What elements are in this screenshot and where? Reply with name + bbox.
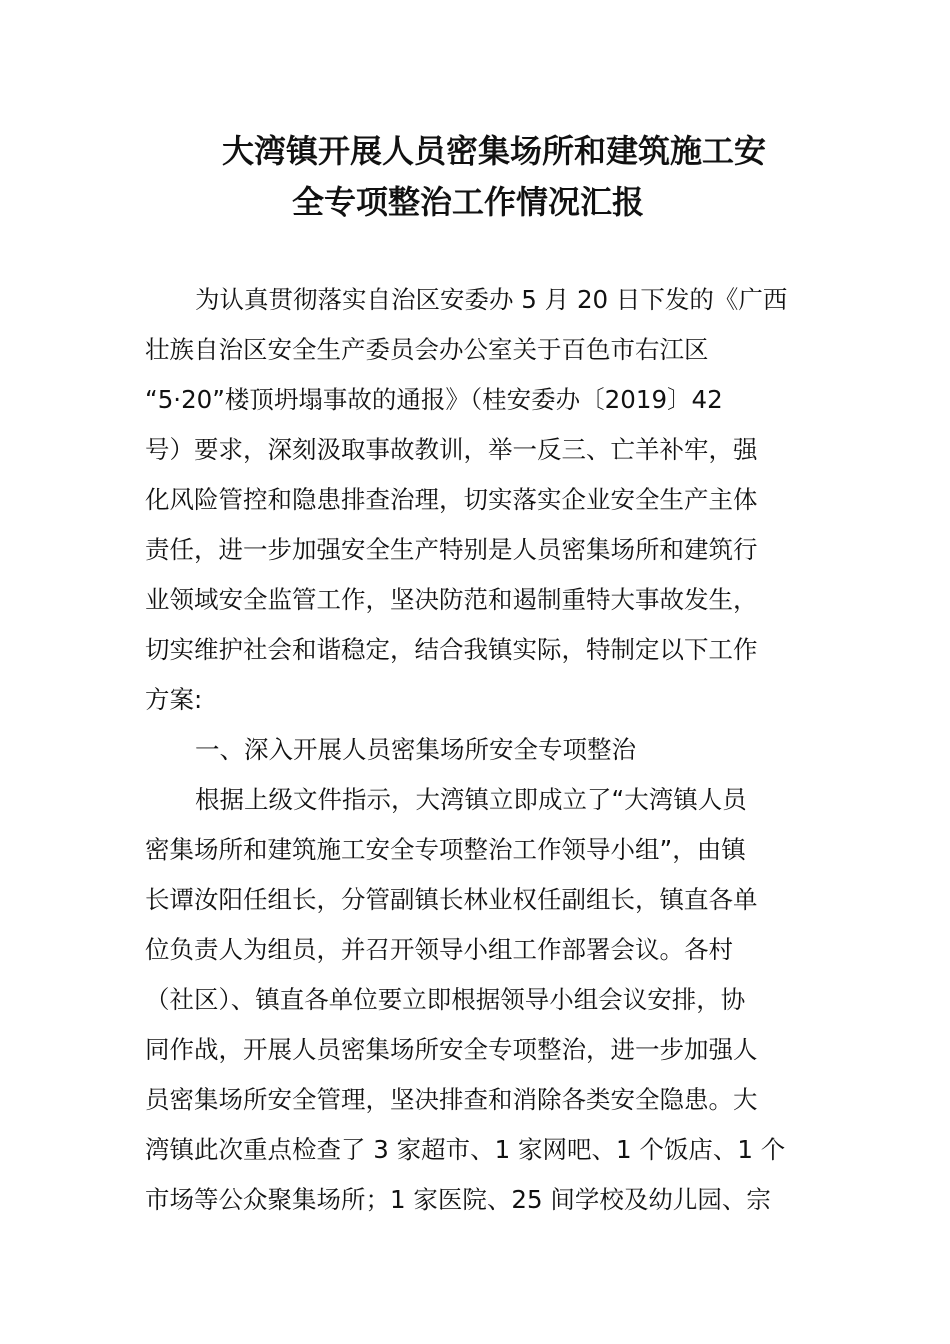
body-text-line: 方案: bbox=[145, 685, 203, 714]
body-text-line: 长谭汝阳任组长，分管副镇长林业权任副组长，镇直各单 bbox=[145, 885, 758, 914]
body-text-line: 位负责人为组员，并召开领导小组工作部署会议。各村 bbox=[145, 935, 733, 964]
body-text-line: 为认真贯彻落实自治区安委办 5 月 20 日下发的《广西 bbox=[195, 285, 788, 314]
body-text-line: 责任，进一步加强安全生产特别是人员密集场所和建筑行 bbox=[145, 535, 758, 564]
body-text-line: 根据上级文件指示，大湾镇立即成立了“大湾镇人员 bbox=[195, 785, 747, 814]
body-text-line: 密集场所和建筑施工安全专项整治工作领导小组”，由镇 bbox=[145, 835, 746, 864]
body-text-line: 员密集场所安全管理，坚决排查和消除各类安全隐患。大 bbox=[145, 1085, 758, 1114]
body-text-line: 号）要求，深刻汲取事故教训，举一反三、亡羊补牢，强 bbox=[145, 435, 758, 464]
body-text-line: 业领域安全监管工作，坚决防范和遏制重特大事故发生， bbox=[145, 585, 758, 614]
document-title-line-1: 大湾镇开展人员密集场所和建筑施工安 bbox=[222, 132, 767, 170]
body-text-line: 切实维护社会和谐稳定，结合我镇实际，特制定以下工作 bbox=[145, 635, 758, 664]
body-text-line: 市场等公众聚集场所；1 家医院、25 间学校及幼儿园、宗 bbox=[145, 1185, 771, 1214]
body-text-line: 同作战，开展人员密集场所安全专项整治，进一步加强人 bbox=[145, 1035, 758, 1064]
body-text-line: 壮族自治区安全生产委员会办公室关于百色市右江区 bbox=[145, 335, 709, 364]
document-title-line-2: 全专项整治工作情况汇报 bbox=[292, 183, 645, 221]
body-text-line: 湾镇此次重点检查了 3 家超市、1 家网吧、1 个饭店、1 个 bbox=[145, 1135, 786, 1164]
body-text-line: （社区）、镇直各单位要立即根据领导小组会议安排，协 bbox=[145, 985, 746, 1014]
body-text-line: “5·20”楼顶坍塌事故的通报》（桂安委办〔2019〕42 bbox=[145, 385, 723, 414]
section-heading: 一、深入开展人员密集场所安全专项整治 bbox=[195, 735, 636, 764]
body-text-line: 化风险管控和隐患排查治理，切实落实企业安全生产主体 bbox=[145, 485, 758, 514]
